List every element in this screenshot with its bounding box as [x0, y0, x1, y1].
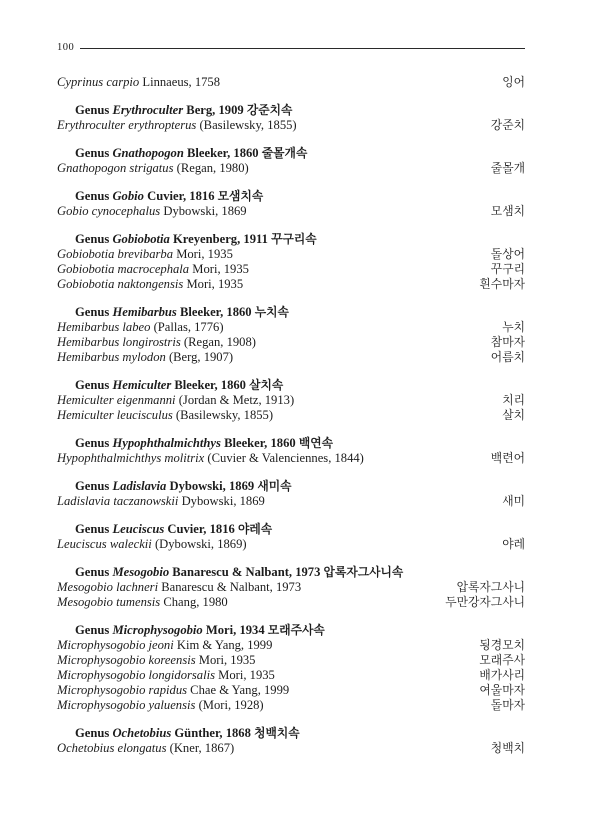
genus-name: Hypophthalmichthys	[112, 436, 221, 450]
header-rule-divider	[80, 48, 525, 49]
genus-author: Bleeker, 1860	[224, 436, 296, 450]
species-korean-name: 잉어	[502, 75, 525, 89]
genus-label: Genus	[75, 565, 110, 579]
species-author: (Berg, 1907)	[168, 350, 234, 364]
species-list	[57, 75, 525, 756]
genus-author: Berg, 1909	[186, 103, 244, 117]
species-author: Chang, 1980	[163, 595, 228, 609]
taxon-block	[57, 146, 525, 176]
species-korean-name: 참마자	[490, 335, 525, 349]
species-row	[57, 638, 525, 653]
genus-heading	[57, 189, 525, 204]
species-binomial	[57, 204, 247, 219]
genus-label: Genus	[75, 305, 110, 319]
page-number: 100	[57, 42, 75, 53]
species-binomial	[57, 161, 249, 176]
species-row	[57, 204, 525, 219]
genus-name: Mesogobio	[112, 565, 170, 579]
genus-name: Hemibarbus	[112, 305, 177, 319]
genus-author: Mori, 1934	[205, 623, 265, 637]
species-name: Mesogobio tumensis	[57, 595, 161, 609]
genus-heading	[57, 522, 525, 537]
genus-name: Erythroculter	[112, 103, 184, 117]
species-binomial	[57, 698, 264, 713]
species-name: Gobio cynocephalus	[57, 204, 161, 218]
species-author: Mori, 1935	[198, 653, 256, 667]
species-binomial	[57, 653, 255, 668]
species-binomial	[57, 638, 272, 653]
species-row	[57, 683, 525, 698]
species-row	[57, 595, 525, 610]
species-row	[57, 741, 525, 756]
genus-korean-name: 살치속	[249, 378, 284, 392]
species-row	[57, 580, 525, 595]
genus-heading	[57, 623, 525, 638]
species-korean-name: 누치	[502, 320, 525, 334]
species-korean-name: 백련어	[490, 451, 525, 465]
genus-name: Ochetobius	[112, 726, 172, 740]
species-row	[57, 698, 525, 713]
species-author: (Basilewsky, 1855)	[199, 118, 297, 132]
species-author: (Basilewsky, 1855)	[175, 408, 274, 422]
taxon-block	[57, 75, 525, 90]
genus-author: Bleeker, 1860	[174, 378, 246, 392]
species-korean-name: 모샘치	[490, 204, 525, 218]
species-korean-name: 됭경모치	[479, 638, 525, 652]
species-name: Microphysogobio koreensis	[57, 653, 196, 667]
species-korean-name: 청백치	[490, 741, 525, 755]
taxon-block	[57, 436, 525, 466]
page-header	[57, 42, 525, 54]
species-name: Gobiobotia macrocephala	[57, 262, 190, 276]
genus-name: Gobio	[112, 189, 144, 203]
genus-korean-name: 누치속	[254, 305, 289, 319]
species-author: Banarescu & Nalbant, 1973	[161, 580, 302, 594]
species-author: Mori, 1935	[192, 262, 249, 276]
species-row	[57, 350, 525, 365]
species-korean-name: 살치	[502, 408, 525, 422]
genus-label: Genus	[75, 232, 110, 246]
species-name: Hemibarbus labeo	[57, 320, 151, 334]
taxon-block	[57, 189, 525, 219]
species-author: (Cuvier & Valenciennes, 1844)	[207, 451, 364, 465]
species-row	[57, 320, 525, 335]
genus-heading	[57, 726, 525, 741]
genus-author: Banarescu & Nalbant, 1973	[172, 565, 321, 579]
species-korean-name: 압록자그사니	[456, 580, 525, 594]
species-binomial	[57, 320, 224, 335]
genus-korean-name: 야레속	[237, 522, 273, 536]
species-binomial	[57, 262, 249, 277]
genus-name: Leuciscus	[112, 522, 165, 536]
species-author: (Jordan & Metz, 1913)	[178, 393, 295, 407]
species-author: (Regan, 1908)	[183, 335, 256, 349]
species-korean-name: 두만강자그사니	[445, 595, 525, 609]
species-binomial	[57, 451, 364, 466]
genus-name: Gobiobotia	[112, 232, 170, 246]
species-name: Hemiculter eigenmanni	[57, 393, 176, 407]
species-korean-name: 돌마자	[490, 698, 525, 712]
species-binomial	[57, 350, 233, 365]
species-author: (Kner, 1867)	[169, 741, 235, 755]
genus-heading	[57, 378, 525, 393]
species-korean-name: 줄몰개	[490, 161, 525, 175]
species-row	[57, 451, 525, 466]
species-author: (Dybowski, 1869)	[154, 537, 247, 551]
species-row	[57, 494, 525, 509]
species-author: Mori, 1935	[186, 277, 244, 291]
species-row	[57, 393, 525, 408]
species-author: Dybowski, 1869	[163, 204, 247, 218]
genus-korean-name: 모샘치속	[217, 189, 264, 203]
genus-name: Microphysogobio	[112, 623, 203, 637]
species-korean-name: 여울마자	[479, 683, 525, 697]
taxon-block	[57, 232, 525, 292]
taxon-block	[57, 103, 525, 133]
species-binomial	[57, 683, 289, 698]
genus-author: Kreyenberg, 1911	[172, 232, 268, 246]
species-row	[57, 277, 525, 292]
species-name: Gnathopogon strigatus	[57, 161, 174, 175]
species-name: Cyprinus carpio	[57, 75, 140, 89]
species-name: Hemiculter leucisculus	[57, 408, 173, 422]
genus-label: Genus	[75, 146, 110, 160]
genus-korean-name: 청백치속	[254, 726, 300, 740]
species-korean-name: 돌상어	[490, 247, 525, 261]
species-name: Leuciscus waleckii	[57, 537, 152, 551]
genus-label: Genus	[75, 189, 110, 203]
genus-label: Genus	[75, 436, 110, 450]
taxon-block	[57, 378, 525, 423]
genus-author: Cuvier, 1816	[147, 189, 215, 203]
species-author: Mori, 1935	[176, 247, 233, 261]
genus-name: Gnathopogon	[112, 146, 184, 160]
species-name: Erythroculter erythropterus	[57, 118, 197, 132]
taxon-block	[57, 479, 525, 509]
species-row	[57, 335, 525, 350]
species-name: Gobiobotia brevibarba	[57, 247, 174, 261]
genus-heading	[57, 305, 525, 320]
species-korean-name: 흰수마자	[479, 277, 525, 291]
species-author: (Mori, 1928)	[198, 698, 264, 712]
species-korean-name: 어름치	[490, 350, 525, 364]
species-author: Linnaeus, 1758	[142, 75, 221, 89]
species-author: (Pallas, 1776)	[153, 320, 224, 334]
species-binomial	[57, 494, 265, 509]
species-korean-name: 모래주사	[479, 653, 525, 667]
species-name: Microphysogobio yaluensis	[57, 698, 196, 712]
species-name: Hemibarbus longirostris	[57, 335, 181, 349]
species-row	[57, 537, 525, 552]
species-row	[57, 668, 525, 683]
species-binomial	[57, 741, 234, 756]
species-binomial	[57, 580, 301, 595]
species-row	[57, 408, 525, 423]
species-name: Microphysogobio jeoni	[57, 638, 174, 652]
genus-label: Genus	[75, 623, 110, 637]
genus-korean-name: 모래주사속	[267, 623, 325, 637]
genus-heading	[57, 479, 525, 494]
species-row	[57, 75, 525, 90]
species-korean-name: 강준치	[490, 118, 525, 132]
taxon-block	[57, 623, 525, 713]
genus-name: Hemiculter	[112, 378, 172, 392]
taxon-block	[57, 726, 525, 756]
genus-author: Dybowski, 1869	[169, 479, 255, 493]
species-korean-name: 야레	[502, 537, 525, 551]
species-name: Gobiobotia naktongensis	[57, 277, 184, 291]
species-author: (Regan, 1980)	[176, 161, 249, 175]
species-name: Microphysogobio longidorsalis	[57, 668, 216, 682]
genus-label: Genus	[75, 522, 110, 536]
genus-name: Ladislavia	[112, 479, 167, 493]
species-binomial	[57, 277, 243, 292]
species-binomial	[57, 668, 275, 683]
species-row	[57, 118, 525, 133]
genus-heading	[57, 103, 525, 118]
species-row	[57, 262, 525, 277]
genus-korean-name: 백연속	[298, 436, 334, 450]
genus-heading	[57, 436, 525, 451]
species-binomial	[57, 595, 228, 610]
species-name: Ochetobius elongatus	[57, 741, 167, 755]
genus-korean-name: 강준치속	[246, 103, 293, 117]
taxon-block	[57, 522, 525, 552]
species-binomial	[57, 537, 247, 552]
species-author: Kim & Yang, 1999	[176, 638, 273, 652]
species-name: Microphysogobio rapidus	[57, 683, 188, 697]
genus-author: Günther, 1868	[174, 726, 251, 740]
genus-label: Genus	[75, 378, 110, 392]
species-author: Mori, 1935	[218, 668, 275, 682]
taxon-block	[57, 565, 525, 610]
genus-korean-name: 새미속	[257, 479, 292, 493]
genus-heading	[57, 232, 525, 247]
species-name: Hypophthalmichthys molitrix	[57, 451, 205, 465]
genus-label: Genus	[75, 479, 110, 493]
genus-korean-name: 꾸구리속	[271, 232, 317, 246]
taxon-block	[57, 305, 525, 365]
genus-label: Genus	[75, 726, 110, 740]
species-korean-name: 새미	[502, 494, 525, 508]
species-author: Dybowski, 1869	[181, 494, 265, 508]
species-row	[57, 247, 525, 262]
genus-author: Cuvier, 1816	[167, 522, 235, 536]
genus-label: Genus	[75, 103, 110, 117]
species-binomial	[57, 75, 220, 90]
species-binomial	[57, 393, 294, 408]
species-binomial	[57, 247, 233, 262]
species-korean-name: 배가사리	[479, 668, 525, 682]
species-binomial	[57, 118, 297, 133]
genus-heading	[57, 146, 525, 161]
species-author: Chae & Yang, 1999	[190, 683, 290, 697]
species-row	[57, 161, 525, 176]
species-row	[57, 653, 525, 668]
genus-korean-name: 압록자그사니속	[323, 565, 404, 579]
genus-author: Bleeker, 1860	[180, 305, 252, 319]
species-binomial	[57, 408, 273, 423]
genus-author: Bleeker, 1860	[187, 146, 259, 160]
species-name: Mesogobio lachneri	[57, 580, 159, 594]
species-binomial	[57, 335, 256, 350]
genus-heading	[57, 565, 525, 580]
species-name: Ladislavia taczanowskii	[57, 494, 179, 508]
species-korean-name: 치리	[502, 393, 525, 407]
genus-korean-name: 줄몰개속	[261, 146, 308, 160]
species-name: Hemibarbus mylodon	[57, 350, 166, 364]
species-korean-name: 꾸구리	[490, 262, 525, 276]
